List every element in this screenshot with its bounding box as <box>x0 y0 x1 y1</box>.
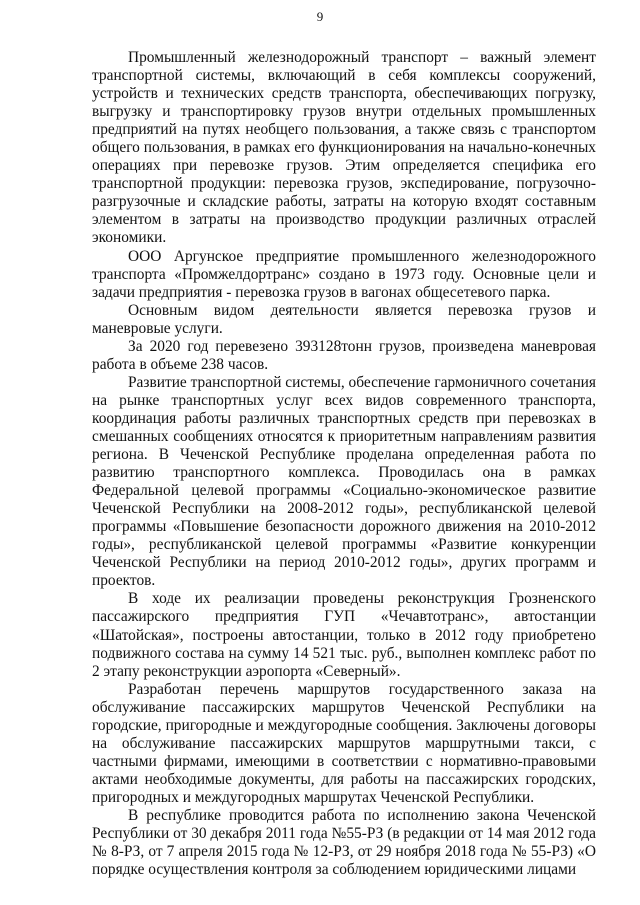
paragraph-route-list: Разработан перечень маршрутов государственного заказа на обслуживание пассажирских маршрутов Чеченской Республики на городские, пригородные и междугородные сообщения. Заключены договоры на обслуживание пассажирских маршрутов маршрутными такси, с частными фирмами, имеющими в соответствии с нормативно-правовыми актами необходимые документы, для работы на пассажирских городских, пригородных и междугородных маршрутах Чеченской Республики. <box>92 680 596 806</box>
paragraph-industrial-rail-transport: Промышленный железнодорожный транспорт – важный элемент транспортной системы, включающий в себя комплексы сооружений, устройств и технических средств транспорта, обеспечивающих погрузку, выгрузку и транспортировку грузов внутри отдельных промышленных предприятий на путях необщего пользования, а также связь с транспортом общего пользования, в рамках его функционирования на начально-конечных операциях при перевозке грузов. Этим определяется специфика его транспортной продукции: перевозка грузов, экспедирование, погрузочно-разгрузочные и складские работы, затраты на которую входят составным элементом в затраты на производство продукции различных отраслей экономики. <box>92 49 596 247</box>
paragraph-argun-enterprise: ООО Аргунское предприятие промышленного железнодорожного транспорта «Промжелдортранс» создано в 1973 году. Основные цели и задачи предприятия - перевозка грузов в вагонах общесетевого парка. <box>92 247 596 301</box>
paragraph-reconstruction-results: В ходе их реализации проведены реконструкция Грозненского пассажирского предприятия ГУП «Чечавтотранс», автостанции «Шатойская», построены автостанции, только в 2012 году приобретено подвижного состава на сумму 14 521 тыс. руб., выполнен комплекс работ по 2 этапу реконструкции аэропорта «Северный». <box>92 590 596 680</box>
paragraph-transport-system-development: Развитие транспортной системы, обеспечение гармоничного сочетания на рынке транспортных услуг всех видов современного транспорта, координация работы различных транспортных средств при перевозках в смешанных сообщениях относятся к приоритетным направлениям развития региона. В Чеченской Республике проделана определенная работа по развитию транспортного комплекса. Проводилась она в рамках Федеральной целевой программы «Социально-экономическое развитие Чеченской Республики на 2008-2012 годы», республиканской целевой программы «Повышение безопасности дорожного движения на 2010-2012 годы», республиканской целевой программы «Развитие конкуренции Чеченской Республики на период 2010-2012 годы», других программ и проектов. <box>92 373 596 590</box>
page-number: 9 <box>316 9 324 24</box>
paragraph-law-enforcement: В республике проводится работа по исполнению закона Чеченской Республики от 30 декабря 2011 года №55-РЗ (в редакции от 14 мая 2012 года № 8-РЗ, от 7 апреля 2015 года № 12-РЗ, от 29 ноября 2018 года № 55-РЗ) «О порядке осуществления контроля за соблюдением юридическими лицами <box>92 806 596 879</box>
document-body <box>92 49 596 879</box>
paragraph-2020-volume: За 2020 год перевезено 393128тонн грузов, произведена маневровая работа в объеме 238 часов. <box>92 337 596 373</box>
paragraph-main-activity: Основным видом деятельности является перевозка грузов и маневровые услуги. <box>92 301 596 337</box>
